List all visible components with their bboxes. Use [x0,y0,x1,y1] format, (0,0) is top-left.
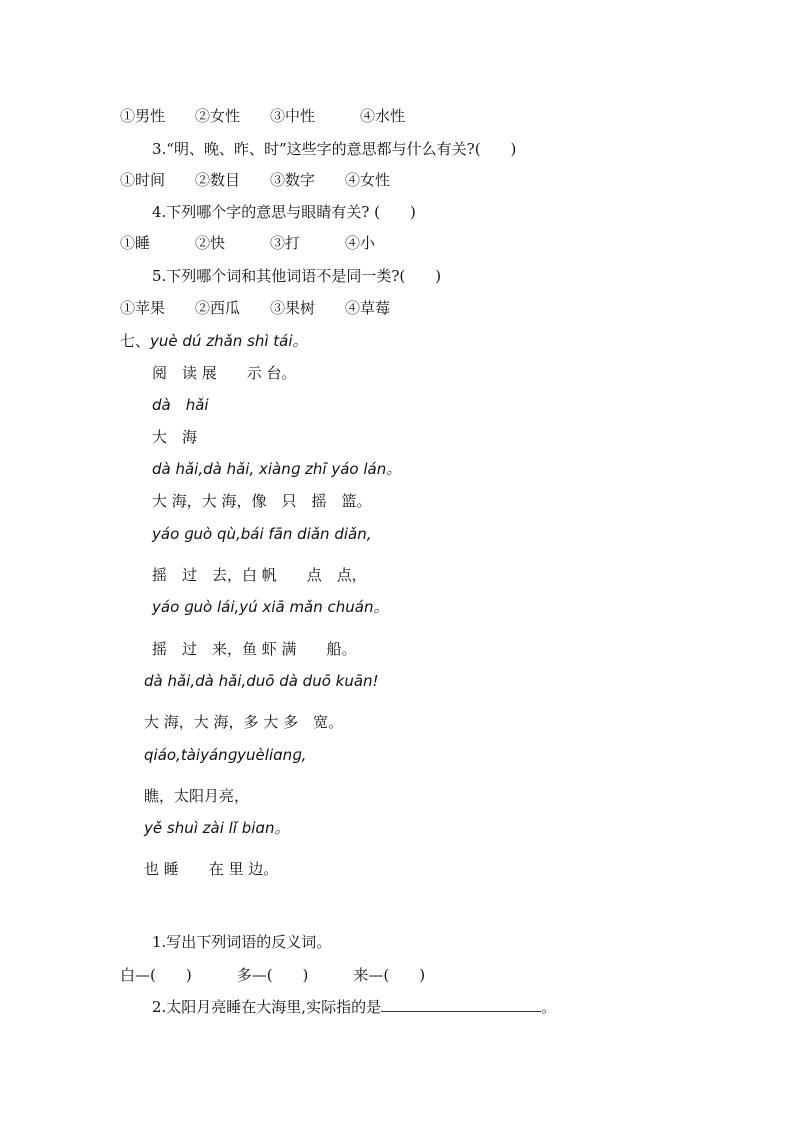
q3-options: ①时间 ②数目 ③数字 ④女性 [120,171,391,189]
poem-hanzi: 大 海，大 海，多 大 多 宽。 [144,713,344,731]
poem-hanzi: 也 睡 在 里 边。 [144,860,279,878]
task2-stem: 2.太阳月亮睡在大海里,实际指的是 [152,998,382,1016]
poem-pinyin: yáo ɡuò lái,yú xiā mǎn chuán。 [152,598,389,616]
section7-hanzi: 阅 读 展 示 台。 [152,364,297,382]
poem-pinyin: yě shuì zài lǐ biɑn。 [144,819,290,837]
poem-pinyin: dà hǎi,dà hǎi,duō dà duō kuān! [144,672,379,690]
section7-number: 七、 [120,332,151,350]
task2-line [152,997,556,1017]
poem-hanzi: 瞧，太阳月亮， [144,787,250,805]
q4-options: ①睡 ②快 ③打 ④小 [120,234,376,252]
task1-items: 白—( ) 多—( ) 来—( ) [120,966,426,984]
poem-pinyin: yáo ɡuò qù,bái fān diǎn diǎn, [152,525,372,543]
poem-pinyin: qiáo,tàiyánɡyuèliɑnɡ, [144,746,307,764]
poem-hanzi: 大 海 [152,428,198,446]
section7-heading [120,331,308,351]
task2-end: 。 [541,998,557,1016]
answer-blank[interactable] [381,997,541,1012]
poem-hanzi: 摇 过 来，鱼 虾 满 船。 [152,640,357,658]
poem-pinyin: dà hǎi,dà hǎi, xiànɡ zhī yáo lán。 [152,460,402,478]
poem-hanzi: 大 海，大 海，像 只 摇 篮。 [152,492,372,510]
poem-hanzi: 摇 过 去，白 帆 点 点， [152,566,367,584]
q5-options: ①苹果 ②西瓜 ③果树 ④草莓 [120,299,391,317]
q3-stem: 3.“明、晚、昨、时”这些字的意思都与什么有关?( ) [152,140,517,158]
task1-stem: 1.写出下列词语的反义词。 [152,933,332,951]
section7-pinyin: yuè dú zhǎn shì tái。 [150,332,308,350]
q5-stem: 5.下列哪个词和其他词语不是同一类?( ) [152,267,442,285]
q2-options: ①男性 ②女性 ③中性 ④水性 [120,107,406,125]
poem-pinyin: dà hǎi [152,396,209,414]
q4-stem: 4.下列哪个字的意思与眼睛有关? ( ) [152,203,416,221]
